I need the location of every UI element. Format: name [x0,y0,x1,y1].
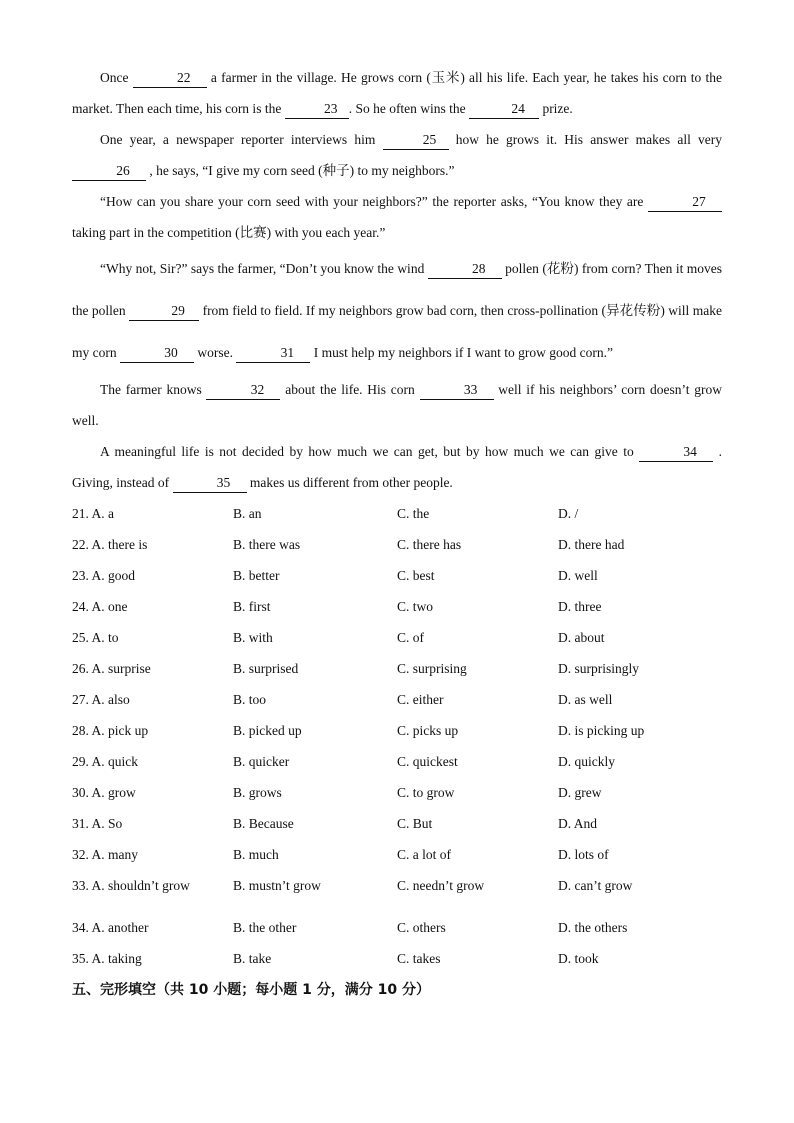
blank-22: 22 [133,69,207,88]
blank-28: 28 [428,260,502,279]
question-row-34 [72,912,722,943]
option-a: 27. A. also [72,692,130,707]
option-d: D. And [558,816,598,831]
question-row-28 [72,715,722,746]
option-a: 26. A. surprise [72,661,151,676]
passage-paragraph-6 [72,436,722,498]
option-a: 32. A. many [72,847,138,862]
option-d: D. took [558,951,599,966]
option-d: D. surprisingly [558,661,639,676]
text: I must help my neighbors if I want to grow good corn.” [310,345,613,360]
question-row-23 [72,560,722,591]
text: One year, a newspaper reporter interviews him [100,132,383,147]
question-row-25 [72,622,722,653]
question-row-35 [72,943,722,974]
option-c: C. the [397,506,430,521]
blank-33: 33 [420,381,494,400]
question-row-24 [72,591,722,622]
option-b: B. surprised [233,661,299,676]
option-b: B. the other [233,920,297,935]
option-c: C. quickest [397,754,458,769]
text: . So he often wins the [348,101,470,116]
option-d: D. three [558,599,602,614]
option-d: D. about [558,630,605,645]
blank-32: 32 [206,381,280,400]
question-row-21 [72,498,722,529]
text: , he says, “I give my corn seed (种子) to my neighbors.” [146,163,455,178]
option-b: B. there was [233,537,301,552]
question-row-31 [72,808,722,839]
option-c: C. either [397,692,444,707]
option-a: 30. A. grow [72,785,136,800]
blank-34: 34 [639,443,713,462]
option-c: C. surprising [397,661,467,676]
text: The farmer knows [100,382,207,397]
option-b: B. picked up [233,723,302,738]
option-b: B. grows [233,785,282,800]
option-d: D. the others [558,920,628,935]
text: pollen (花粉) from corn? Then it moves the pollen [72,261,722,318]
option-a: 21. A. a [72,506,114,521]
question-row-26 [72,653,722,684]
options-list [72,498,722,974]
text: prize. [539,101,573,116]
question-row-30 [72,777,722,808]
option-c: C. two [397,599,434,614]
option-b: B. first [233,599,271,614]
option-d: D. is picking up [558,723,645,738]
option-c: C. of [397,630,424,645]
blank-26: 26 [72,162,146,181]
text: Once [100,70,133,85]
option-c: C. But [397,816,433,831]
option-c: C. a lot of [397,847,451,862]
option-b: B. Because [233,816,294,831]
exam-page [72,62,722,1004]
blank-24: 24 [469,100,539,119]
option-a: 25. A. to [72,630,119,645]
option-c: C. best [397,568,435,583]
option-d: D. as well [558,692,613,707]
option-c: C. picks up [397,723,459,738]
text: how he grows it. His answer makes all very [448,132,722,147]
passage-paragraph-2 [72,124,722,186]
option-b: B. take [233,951,272,966]
question-row-33 [72,870,722,912]
passage-paragraph-4 [72,248,722,374]
option-b: B. with [233,630,273,645]
passage-paragraph-3 [72,186,722,248]
option-b: B. much [233,847,279,862]
option-d: D. lots of [558,847,609,862]
option-c: C. needn’t grow [397,878,485,893]
option-b: B. an [233,506,262,521]
blank-25: 25 [383,131,449,150]
text: a farmer in the village. He grows corn (玉米) all his life. Each year, he takes his corn to the market. Then each time, his corn is the [72,70,722,116]
option-d: D. well [558,568,598,583]
option-a: 28. A. pick up [72,723,149,738]
blank-29: 29 [129,302,199,321]
option-a: 35. A. taking [72,951,142,966]
option-d: D. grew [558,785,602,800]
option-d: D. can’t grow [558,878,633,893]
question-row-29 [72,746,722,777]
option-d: D. / [558,506,579,521]
blank-30: 30 [120,344,194,363]
option-b: B. quicker [233,754,290,769]
blank-23: 23 [285,100,349,119]
option-a: 29. A. quick [72,754,138,769]
option-d: D. quickly [558,754,615,769]
text: makes us different from other people. [246,475,453,490]
text: taking part in the competition (比赛) with you each year.” [72,225,386,240]
option-c: C. there has [397,537,462,552]
option-a: 22. A. there is [72,537,148,552]
text: well if his neighbors’ corn doesn’t grow well. [72,382,723,428]
option-c: C. others [397,920,446,935]
text: “Why not, Sir?” says the farmer, “Don’t you know the wind [100,261,428,276]
option-b: B. too [233,692,267,707]
text: worse. [194,345,237,360]
text: A meaningful life is not decided by how much we can get, but by how much we can give to [100,444,640,459]
option-b: B. better [233,568,280,583]
option-a: 33. A. shouldn’t grow [72,878,190,893]
option-a: 34. A. another [72,920,149,935]
question-row-32 [72,839,722,870]
text: from field to field. If my neighbors grow bad corn, then cross-pollination (异花传粉) will make my corn [72,303,722,360]
question-row-22 [72,529,722,560]
option-a: 31. A. So [72,816,123,831]
option-c: C. takes [397,951,441,966]
option-a: 23. A. good [72,568,136,583]
text: about the life. His corn [280,382,420,397]
text: . Giving, instead of [72,444,722,490]
blank-31: 31 [236,344,310,363]
section-heading: 五、完形填空（共 10 小题；每小题 1 分，满分 10 分） [72,982,430,998]
passage-paragraph-1 [72,62,722,124]
option-b: B. mustn’t grow [233,878,321,893]
option-a: 24. A. one [72,599,128,614]
option-c: C. to grow [397,785,455,800]
text: “How can you share your corn seed with your neighbors?” the reporter asks, “You know they are [100,194,648,209]
blank-35: 35 [173,474,247,493]
passage-paragraph-5 [72,374,722,436]
question-row-27 [72,684,722,715]
blank-27: 27 [648,193,722,212]
option-d: D. there had [558,537,625,552]
